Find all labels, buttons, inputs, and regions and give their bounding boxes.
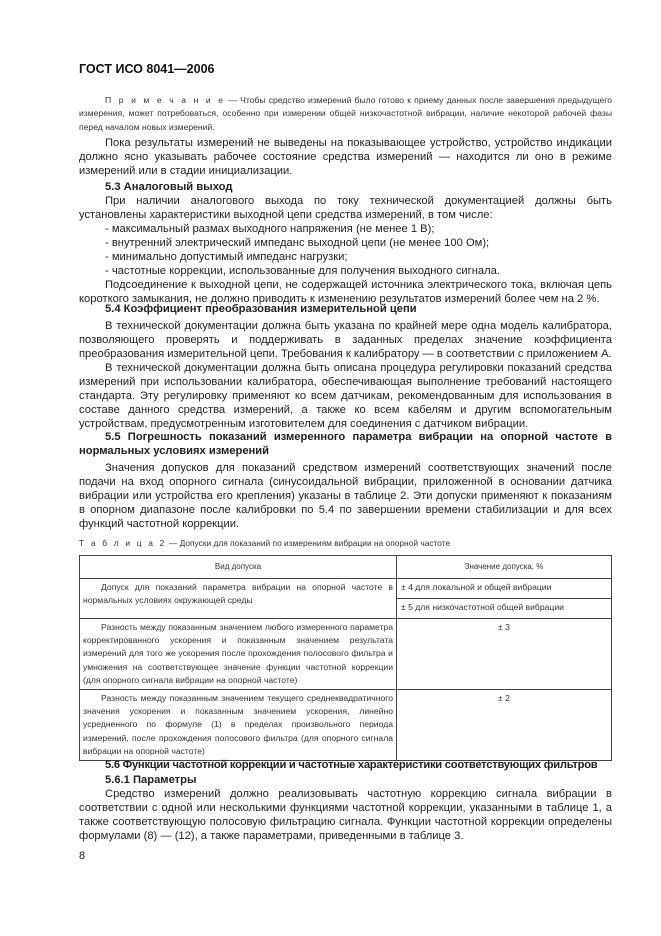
table-cell-value: ± 4 для локальной и общей вибрации — [397, 579, 612, 599]
table-row — [80, 690, 612, 761]
table-cell-kind: Допуск для показаний параметра вибрации на опорной частоте в нормальных условиях окружающей среды — [80, 579, 397, 619]
page-number: 8 — [79, 850, 86, 862]
table-cell-kind: Разность между показанным значением текущего среднеквадратичного значения ускорения и показанным значением ускорения, линейно усредненного по формуле (1) в пределах произвольного периода измерений, после прохождения полосового фильтра (для опорного сигнала вибрации на опорной частоте) — [80, 690, 397, 761]
section-5-6 — [79, 758, 612, 843]
column-header: Вид допуска — [80, 556, 397, 579]
table-cell-value: ± 5 для низкочастотной общей вибрации — [397, 599, 612, 619]
section-5-4 — [79, 302, 612, 431]
paragraph-text: Подсоединение к выходной цепи, не содержащей источника электрического тока, включая цепь короткого замыкания, не должно приводить к изменению результатов измерений более чем на 2 %. — [79, 279, 612, 305]
section-heading: 5.4 Коэффициент преобразования измерительной цепи — [105, 303, 417, 315]
section-heading: 5.5 Погрешность показаний измеренного параметра вибрации на опорной частоте в нормальных условиях измерений — [79, 431, 612, 457]
section-5-3 — [79, 180, 612, 306]
note-text: — Чтобы средство измерений было готово к приему данных после завершения предыдущего измерения, может потребоваться, особенно при измерении общей низкочастотной вибрации, наличие некоторой рабочей фазы перед началом новых измерений. — [79, 95, 613, 132]
table-cell-value: ± 2 — [397, 690, 612, 761]
subsection-heading: 5.6.1 Параметры — [105, 774, 197, 786]
table-caption-label: Т а б л и ц а 2 — [79, 538, 167, 548]
table-caption-text: — Допуски для показаний по измерениям вибрации на опорной частоте — [166, 538, 451, 548]
document-header: ГОСТ ИСО 8041—2006 — [79, 62, 215, 76]
table-caption — [79, 538, 450, 548]
paragraph-text: В технической документации должна быть указана по крайней мере одна модель калибратора, позволяющего проверять и поддерживать в заданных пределах значение коэффициента преобразования измерительной цепи. Требования к калибратору — в соответствии с приложением А. — [79, 320, 612, 360]
paragraph-text: При наличии аналогового выхода по току технической документацией должны быть установлены характеристики выходной цепи средства измерений, в том числе: — [79, 195, 612, 221]
table-row — [80, 619, 612, 690]
list-item: - минимально допустимый импеданс нагрузки; — [105, 251, 348, 263]
paragraph-text: Пока результаты измерений не выведены на показывающее устройство, устройство индикации должно ясно указывать рабочее состояние средства измерений — находится ли оно в режиме измерений или в стадии инициализации. — [79, 137, 612, 177]
tolerance-table — [79, 555, 612, 761]
section-heading: 5.3 Аналоговый выход — [105, 181, 233, 193]
section-5-5 — [79, 430, 612, 531]
list-item: - внутренний электрический импеданс выходной цепи (не менее 100 Ом); — [105, 237, 490, 249]
paragraph-text: Средство измерений должно реализовывать частотную коррекцию сигнала вибрации в соответствии с одной или несколькими функциями частотной коррекции, указанными в таблице 1, а также соответствующую полосовую фильтрацию сигнала. Функции частотной коррекции определены формулами (8) — (12), а также параметрами, приведенными в таблице 3. — [79, 788, 612, 842]
list-item: - частотные коррекции, использованные для получения выходного сигнала. — [105, 265, 501, 277]
table-header-row — [80, 556, 612, 579]
list-item: - максимальный размах выходного напряжения (не менее 1 В); — [105, 223, 435, 235]
paragraph-indication — [79, 136, 612, 178]
column-header: Значение допуска, % — [397, 556, 612, 579]
table-row — [80, 579, 612, 599]
note — [79, 94, 612, 134]
paragraph-text: В технической документации должна быть описана процедура регулировки показаний средства измерений при использовании калибратора, обеспечивающая выполнение требований настоящего стандарта. Эту регулировку применяют ко всем датчикам, рекомендованным для использования в составе данного средства измерений, а также ко всем кабелям и другим вспомогательным устройствам, предусмотренным изготовителем для соединения с датчиком вибрации. — [79, 362, 612, 430]
section-heading: 5.6 Функции частотной коррекции и частотные характеристики соответствующих фильтров — [105, 759, 598, 771]
paragraph-text: Значения допусков для показаний средством измерений соответствующих значений после подачи на вход опорного сигнала (синусоидальной вибрации, приложенной в основании датчика вибрации или устройства его крепления) указаны в таблице 2. Эти допуски применяют к показаниям в опорном диапазоне после калибровки по 5.4 по завершении времени стабилизации и для всех функций частотной коррекции. — [79, 462, 612, 530]
table-cell-kind: Разность между показанным значением любого измеренного параметра корректированного ускорения и показанным значением результата измерений для того же ускорения после прохождения полосового фильтра и умножения на соответствующее значение функции частотной коррекции (для опорного сигнала вибрации на опорной частоте) — [80, 619, 397, 690]
table-cell-value: ± 3 — [397, 619, 612, 690]
note-label: П р и м е ч а н и е — [105, 95, 226, 105]
